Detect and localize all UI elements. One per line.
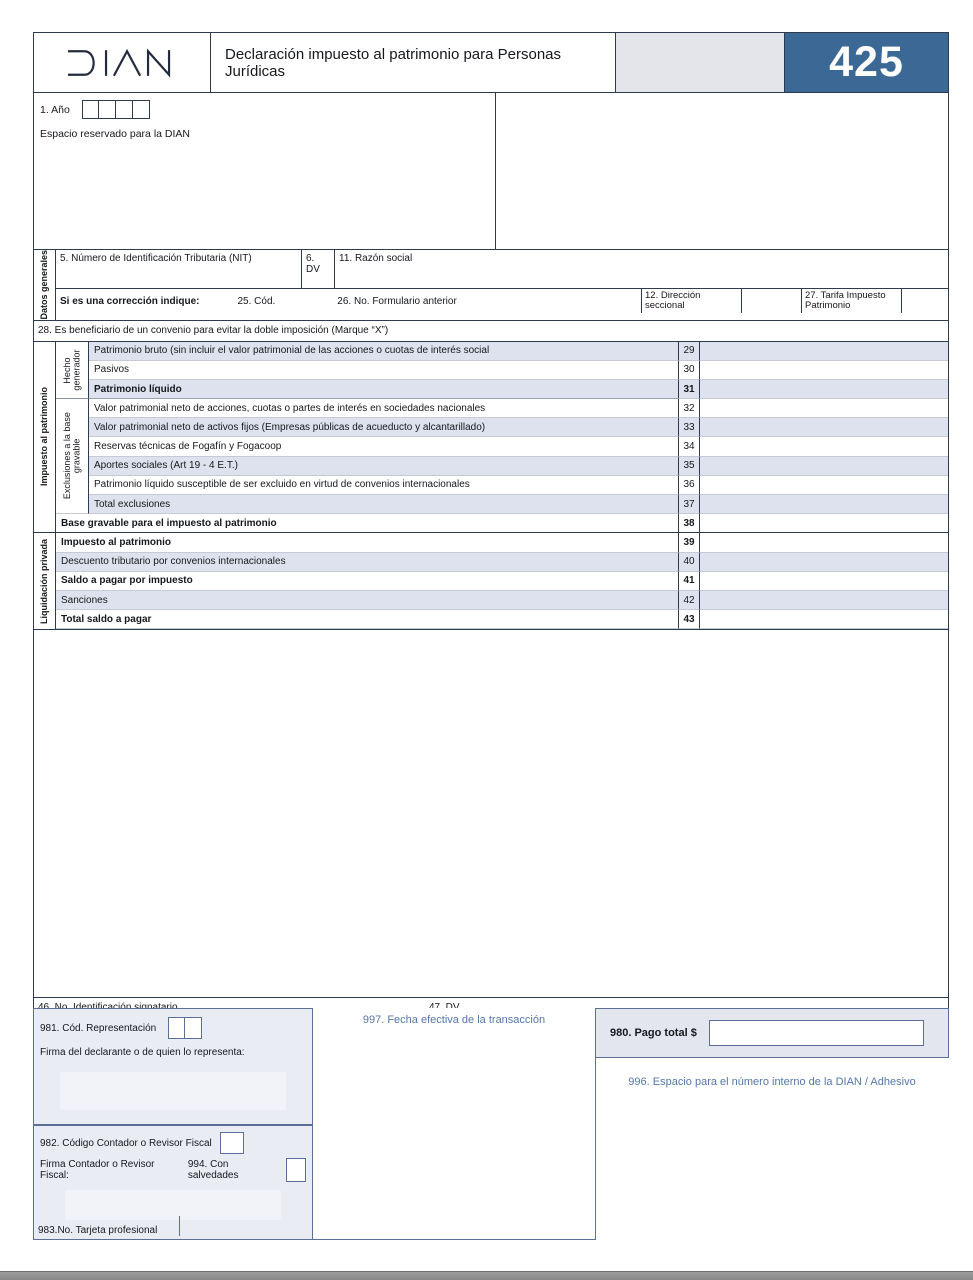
row-value-37[interactable] [700, 495, 948, 514]
row-label-39: Impuesto al patrimonio [56, 533, 678, 552]
row-label-30: Pasivos [89, 361, 678, 380]
declarante-box [33, 1008, 313, 1125]
row-label-36: Patrimonio líquido susceptible de ser excluido en virtud de convenios internacionales [89, 476, 678, 495]
cod-25-field[interactable]: 25. Cód. [237, 295, 276, 307]
row-value-39[interactable] [700, 533, 948, 552]
cod-representacion-boxes [168, 1017, 202, 1039]
row-number-30: 30 [678, 361, 700, 380]
row-value-40[interactable] [700, 553, 948, 572]
header-gray-box [616, 33, 785, 92]
dv-field[interactable]: 6. DV [301, 250, 334, 288]
top-section [34, 93, 948, 249]
cod-contador-box[interactable] [220, 1132, 244, 1154]
row-number-37: 37 [678, 495, 700, 514]
form-main [33, 32, 949, 1018]
datos-generales-section [34, 249, 948, 320]
row-number-36: 36 [678, 476, 700, 495]
row-label-37: Total exclusiones [89, 495, 678, 514]
formulario-anterior-field[interactable]: 26. No. Formulario anterior [337, 295, 457, 307]
correccion-label: Si es una corrección indique: [60, 295, 200, 307]
con-salvedades-label: 994. Con salvedades [187, 1159, 239, 1181]
row-number-32: 32 [678, 399, 700, 418]
row-label-35: Aportes sociales (Art 19 - 4 E.T.) [89, 457, 678, 476]
section-impuesto-label: Impuesto al patrimonio [38, 387, 49, 487]
row-label-41: Saldo a pagar por impuesto [56, 572, 678, 591]
row-value-43[interactable] [700, 610, 948, 629]
year-digit-box[interactable] [82, 100, 99, 119]
row-label-34: Reservas técnicas de Fogafín y Fogacoop [89, 437, 678, 456]
correccion-row [56, 289, 641, 313]
row-number-34: 34 [678, 437, 700, 456]
group-hecho-label: Hecho generador [61, 349, 81, 391]
row-label-43: Total saldo a pagar [56, 610, 678, 629]
bottom-section [33, 1008, 949, 1240]
datos-generales-strip [34, 250, 56, 320]
firma-declarante-area[interactable] [60, 1072, 286, 1110]
row-value-41[interactable] [700, 572, 948, 591]
cod-contador-label: 982. Código Contador o Revisor Fiscal [40, 1137, 212, 1149]
group-exclusiones-label: Exclusiones a la base gravable [61, 412, 81, 500]
row-label-38: Base gravable para el impuesto al patrimonio [56, 514, 678, 533]
row-number-42: 42 [678, 591, 700, 610]
row-value-33[interactable] [700, 418, 948, 437]
row-value-42[interactable] [700, 591, 948, 610]
dian-logo [34, 33, 211, 92]
tarjeta-divider [179, 1216, 180, 1236]
direccion-seccional-field[interactable] [741, 289, 801, 313]
dian-logo-icon [59, 44, 185, 82]
year-digit-box[interactable] [133, 100, 150, 119]
row-number-43: 43 [678, 610, 700, 629]
fecha-transaccion-box [312, 1008, 596, 1240]
row-28-convenio[interactable]: 28. Es beneficiario de un convenio para evitar la doble imposición (Marque “X”) [34, 320, 948, 341]
row-value-29[interactable] [700, 342, 948, 361]
cod-representacion-label: 981. Cód. Representación [40, 1022, 157, 1034]
espacio-dian-label: 996. Espacio para el número interno de la DIAN / Adhesivo [628, 1076, 916, 1088]
row-number-38: 38 [678, 514, 700, 533]
row-number-35: 35 [678, 457, 700, 476]
row-value-35[interactable] [700, 457, 948, 476]
row-value-32[interactable] [700, 399, 948, 418]
row-value-34[interactable] [700, 437, 948, 456]
blank-area [34, 629, 948, 997]
row-number-29: 29 [678, 342, 700, 361]
datos-generales-label: Datos generales [38, 250, 49, 320]
row-value-36[interactable] [700, 476, 948, 495]
row-number-40: 40 [678, 553, 700, 572]
cod-representacion-box[interactable] [168, 1017, 185, 1039]
row-value-30[interactable] [700, 361, 948, 380]
reserved-label: Espacio reservado para la DIAN [40, 128, 190, 140]
cod-representacion-box[interactable] [185, 1017, 202, 1039]
year-input-boxes [82, 100, 150, 119]
firma-declarante-label: Firma del declarante o de quien lo representa: [40, 1047, 245, 1058]
row-value-31[interactable] [700, 380, 948, 399]
tax-table [34, 341, 948, 630]
row-label-31: Patrimonio líquido [89, 380, 678, 399]
year-digit-box[interactable] [99, 100, 116, 119]
row-label-42: Sanciones [56, 591, 678, 610]
section-liquidacion-label: Liquidación privada [38, 538, 49, 624]
tarifa-label: 27. Tarifa Impuesto Patrimonio [801, 289, 901, 313]
direccion-seccional-label: 12. Dirección seccional [641, 289, 741, 313]
group-hecho-strip [56, 342, 89, 400]
fecha-transaccion-label: 997. Fecha efectiva de la transacción [362, 1014, 546, 1026]
group-exclusiones-strip [56, 399, 89, 514]
year-label: 1. Año [40, 103, 70, 116]
section-impuesto-strip [34, 342, 56, 534]
pago-total-box [595, 1008, 949, 1058]
pago-total-input[interactable] [709, 1020, 924, 1046]
contador-box [33, 1125, 313, 1240]
form-number-badge: 425 [785, 33, 948, 92]
con-salvedades-box[interactable] [286, 1158, 306, 1182]
form-header [34, 33, 948, 93]
row-value-38[interactable] [700, 514, 948, 533]
year-digit-box[interactable] [116, 100, 133, 119]
horizontal-scrollbar[interactable] [0, 1271, 973, 1280]
pago-total-label: 980. Pago total $ [610, 1027, 697, 1039]
reserved-space-box [34, 93, 496, 249]
row-number-31: 31 [678, 380, 700, 399]
tarifa-field[interactable] [901, 289, 948, 313]
row-number-41: 41 [678, 572, 700, 591]
row-label-29: Patrimonio bruto (sin incluir el valor patrimonial de las acciones o cuotas de interés social [89, 342, 678, 361]
row-label-40: Descuento tributario por convenios internacionales [56, 553, 678, 572]
form-title: Declaración impuesto al patrimonio para Personas Jurídicas [211, 33, 616, 92]
tarjeta-profesional-field[interactable]: 983.No. Tarjeta profesional [38, 1225, 158, 1236]
row-label-33: Valor patrimonial neto de activos fijos (Empresas públicas de acueducto y alcantarillado) [89, 418, 678, 437]
row-number-33: 33 [678, 418, 700, 437]
row-number-39: 39 [678, 533, 700, 552]
section-liquidacion-strip [34, 533, 56, 629]
top-right-empty [496, 93, 948, 249]
nit-field[interactable]: 5. Número de Identificación Tributaria (NIT) [60, 253, 252, 264]
firma-contador-label: Firma Contador o Revisor Fiscal: [40, 1159, 155, 1181]
row-label-32: Valor patrimonial neto de acciones, cuotas o partes de interés en sociedades nacionales [89, 399, 678, 418]
razon-social-field[interactable]: 11. Razón social [334, 250, 948, 288]
